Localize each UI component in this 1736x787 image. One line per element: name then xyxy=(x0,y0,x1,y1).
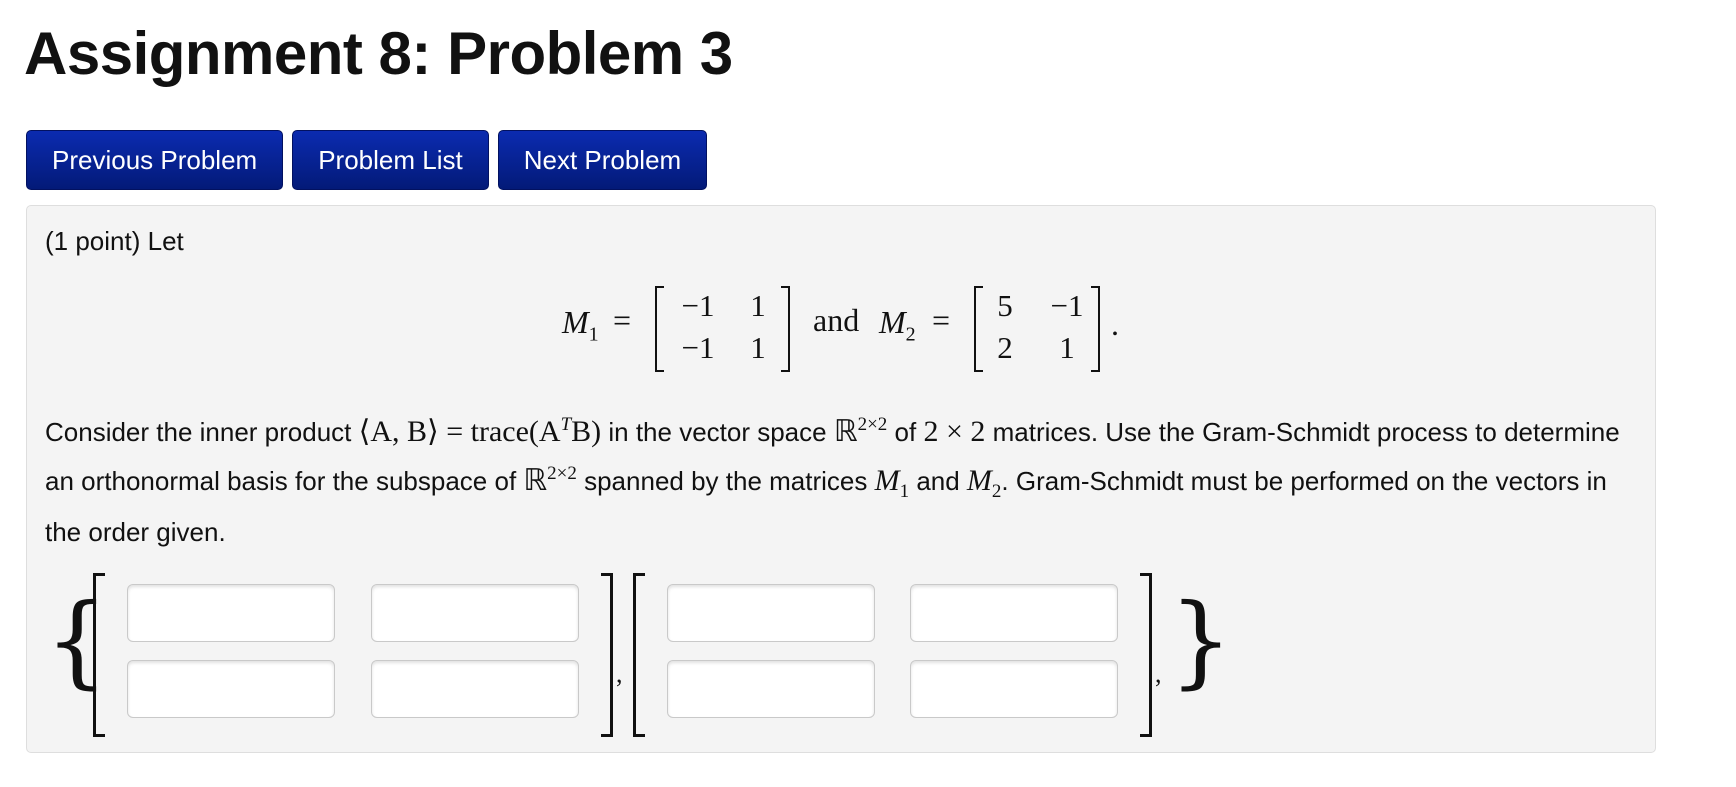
answer-comma: , xyxy=(616,659,623,688)
answer-area xyxy=(27,561,1657,741)
answer-matrix2-input[interactable] xyxy=(667,584,875,642)
and-text: and xyxy=(813,302,860,338)
m1-cell: −1 xyxy=(681,288,715,323)
answer-matrix1-right-bracket xyxy=(601,573,613,737)
inner-product-text: ⟨A, B⟩ = trace(A xyxy=(358,415,561,448)
statement-text: matrices. Use the Gram-Schmidt process to determine an orthonormal basis for the subspace of xyxy=(45,417,1620,496)
reals-symbol: ℝ xyxy=(833,415,858,448)
m1-cell: 1 xyxy=(750,288,766,323)
m1-cell: −1 xyxy=(681,330,715,365)
m2-inline-letter: M xyxy=(966,464,992,497)
statement-text: spanned by the matrices xyxy=(576,466,875,496)
m1-inline-letter: M xyxy=(874,464,900,497)
answer-matrix1-input[interactable] xyxy=(127,584,335,642)
vector-space xyxy=(834,415,887,448)
m2-inline xyxy=(966,464,1002,502)
matrix-dimensions: 2 × 2 xyxy=(923,415,986,448)
answer-matrix1-input[interactable] xyxy=(127,660,335,718)
m2-equals: = xyxy=(932,302,951,338)
m1-right-bracket xyxy=(781,286,790,372)
m2-cell: 2 xyxy=(997,330,1013,365)
page-title: Assignment 8: Problem 3 xyxy=(24,20,733,87)
problem-navigation xyxy=(26,130,707,190)
answer-matrix2-right-bracket xyxy=(1140,573,1152,737)
answer-matrix1-input[interactable] xyxy=(371,660,579,718)
m2-right-bracket xyxy=(1091,286,1100,372)
previous-problem-button[interactable]: Previous Problem xyxy=(26,130,283,190)
m1-inline xyxy=(874,464,910,502)
answer-matrix2-left-bracket xyxy=(633,573,645,737)
m2-cell: 1 xyxy=(1059,330,1075,365)
matrix-definitions xyxy=(27,276,1657,376)
m2-cell: −1 xyxy=(1050,288,1084,323)
vector-space xyxy=(523,464,576,497)
dimension-superscript: 2×2 xyxy=(547,463,577,484)
inner-product-end: B) xyxy=(571,415,602,448)
m1-left-bracket xyxy=(655,286,664,372)
statement-text: Consider the inner product xyxy=(45,417,359,447)
inner-product xyxy=(359,415,602,448)
transpose-superscript: T xyxy=(560,414,572,435)
m1-subscript: 1 xyxy=(588,323,599,346)
answer-matrix1-left-bracket xyxy=(93,573,105,737)
m2-letter: M xyxy=(879,304,906,340)
m2-cell: 5 xyxy=(997,288,1013,323)
problem-statement xyxy=(45,404,1645,553)
problem-box xyxy=(26,205,1656,753)
answer-matrix1-input[interactable] xyxy=(371,584,579,642)
problem-points: (1 point) Let xyxy=(45,226,184,256)
m2-subscript: 2 xyxy=(905,323,916,346)
m1-inline-subscript: 1 xyxy=(899,481,910,502)
answer-comma: , xyxy=(1155,659,1162,688)
dimension-superscript: 2×2 xyxy=(857,414,888,435)
answer-matrix2-input[interactable] xyxy=(910,660,1118,718)
answer-matrix2-input[interactable] xyxy=(910,584,1118,642)
m1-symbol xyxy=(562,304,599,346)
m1-cell: 1 xyxy=(750,330,766,365)
answer-close-brace: } xyxy=(1169,582,1233,699)
problem-list-button[interactable]: Problem List xyxy=(292,130,489,190)
m2-inline-subscript: 2 xyxy=(991,481,1002,502)
answer-matrix2-input[interactable] xyxy=(667,660,875,718)
period: . xyxy=(1111,306,1119,342)
statement-text: . Gram-Schmidt must be performed on the vectors in the order given. xyxy=(45,466,1607,547)
m1-letter: M xyxy=(562,304,589,340)
m1-equals: = xyxy=(613,302,632,338)
statement-text: in the vector space xyxy=(601,417,834,447)
next-problem-button[interactable]: Next Problem xyxy=(498,130,708,190)
answer-open-brace: { xyxy=(45,582,109,699)
statement-text: and xyxy=(909,466,967,496)
reals-symbol: ℝ xyxy=(523,464,548,497)
statement-text: of xyxy=(887,417,924,447)
m2-symbol xyxy=(879,304,916,346)
